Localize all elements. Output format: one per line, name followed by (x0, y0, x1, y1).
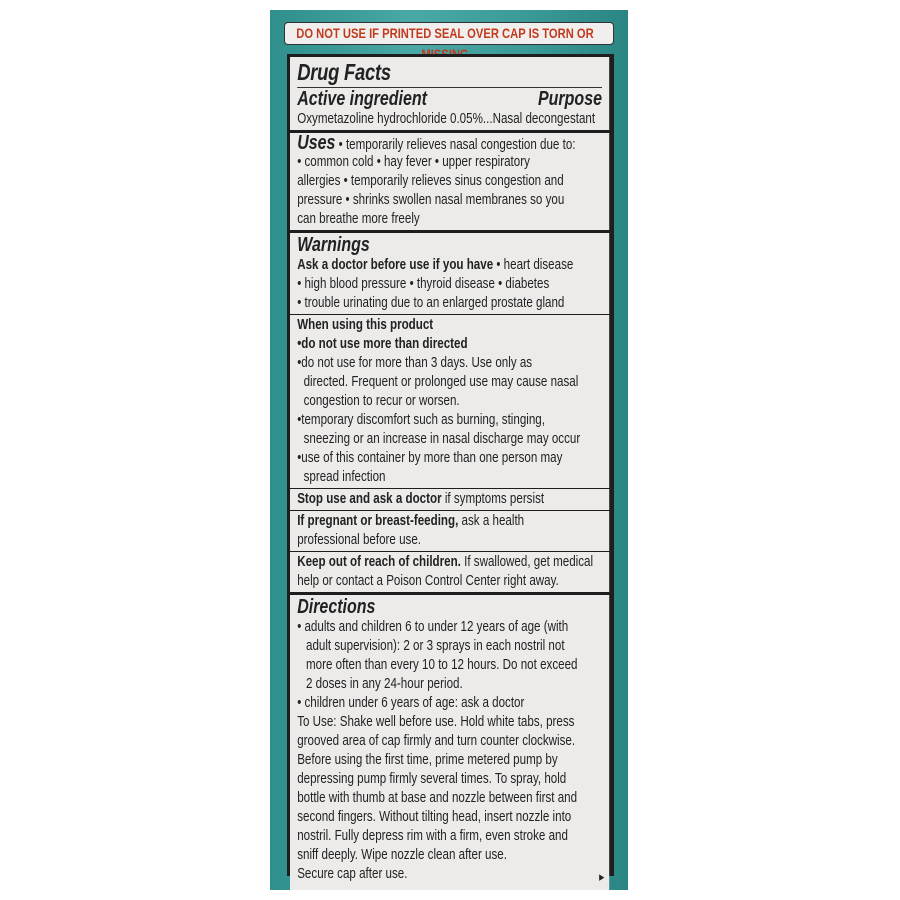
stop-use-heading: Stop use and ask a doctor (297, 491, 442, 507)
directions-line: 2 doses in any 24-hour period. (306, 676, 463, 692)
when-using-item: •use of this container by more than one person may (297, 450, 563, 466)
warnings-heading: Warnings (297, 234, 370, 256)
active-ingredient-heading: Active ingredient (297, 88, 428, 110)
pregnant-text: professional before use. (297, 532, 422, 548)
drug-facts-title: Drug Facts (297, 59, 391, 85)
pregnant-heading: If pregnant or breast-feeding, (297, 513, 459, 529)
warnings-section (290, 233, 609, 314)
to-use-line: depressing pump firmly several times. To spray, hold (297, 771, 567, 787)
to-use-line: Secure cap after use. (297, 866, 408, 882)
drug-facts-label (287, 54, 614, 884)
stop-use-section (290, 489, 609, 510)
to-use-line: nostril. Fully depress rim with a firm, even stroke and (297, 828, 568, 844)
to-use-line: bottle with thumb at base and nozzle between first and (297, 790, 578, 806)
directions-line: more often than every 10 to 12 hours. Do not exceed (306, 657, 578, 673)
purpose-heading: Purpose (537, 88, 602, 110)
warning-line: • high blood pressure • thyroid disease • diabetes (297, 276, 550, 292)
when-using-section (290, 315, 609, 488)
to-use-line: grooved area of cap firmly and turn counter clockwise. (297, 733, 576, 749)
ask-doctor-heading: Ask a doctor before use if you have (297, 257, 494, 273)
active-ingredient-section (290, 57, 609, 130)
warning-line: • trouble urinating due to an enlarged prostate gland (297, 295, 565, 311)
pregnant-text: ask a health (458, 513, 525, 529)
uses-section (290, 133, 609, 230)
when-using-item: directed. Frequent or prolonged use may cause nasal (303, 374, 579, 390)
directions-section (290, 595, 609, 890)
warning-line: • heart disease (493, 257, 574, 273)
when-using-item: •do not use for more than 3 days. Use only as (297, 355, 533, 371)
directions-line: • children under 6 years of age: ask a doctor (297, 695, 525, 711)
directions-heading: Directions (297, 596, 376, 618)
pregnant-section (290, 511, 609, 551)
seal-warning-text: DO NOT USE IF PRINTED SEAL OVER CAP IS TORN OR (296, 25, 594, 41)
to-use-line: second fingers. Without tilting head, insert nozzle into (297, 809, 572, 825)
when-using-item: spread infection (303, 469, 386, 485)
keep-out-heading: Keep out of reach of children. (297, 554, 461, 570)
directions-line: adult supervision): 2 or 3 sprays in each nostril not (306, 638, 565, 654)
to-use-line: sniff deeply. Wipe nozzle clean after use. (297, 847, 507, 863)
keep-out-section (290, 552, 609, 592)
uses-line: • common cold • hay fever • upper respiratory (297, 154, 530, 170)
keep-out-text: help or contact a Poison Control Center right away. (297, 573, 559, 589)
when-using-item: •temporary discomfort such as burning, stinging, (297, 412, 545, 428)
uses-line: allergies • temporarily relieves sinus congestion and (297, 173, 564, 189)
when-using-item: sneezing or an increase in nasal discharge may occur (303, 431, 581, 447)
uses-line: • temporarily relieves nasal congestion due to: (335, 137, 576, 153)
when-using-item: •do not use more than directed (297, 336, 468, 352)
when-using-heading: When using this product (297, 317, 434, 333)
keep-out-text: If swallowed, get medical (460, 554, 594, 570)
uses-line: pressure • shrinks swollen nasal membranes so you (297, 192, 565, 208)
stop-use-text: if symptoms persist (441, 491, 545, 507)
directions-line: • adults and children 6 to under 12 years of age (with (297, 619, 569, 635)
active-ingredient-line: Oxymetazoline hydrochloride 0.05%...Nasal decongestant (297, 111, 596, 127)
continue-arrow-icon: ▸ (599, 869, 605, 884)
to-use-line: To Use: Shake well before use. Hold white tabs, press (297, 714, 575, 730)
uses-line: can breathe more freely (297, 211, 420, 227)
when-using-item: congestion to recur or worsen. (303, 393, 460, 409)
uses-heading: Uses (297, 132, 336, 154)
to-use-line: Before using the first time, prime metered pump by (297, 752, 558, 768)
seal-warning-banner (284, 22, 614, 45)
